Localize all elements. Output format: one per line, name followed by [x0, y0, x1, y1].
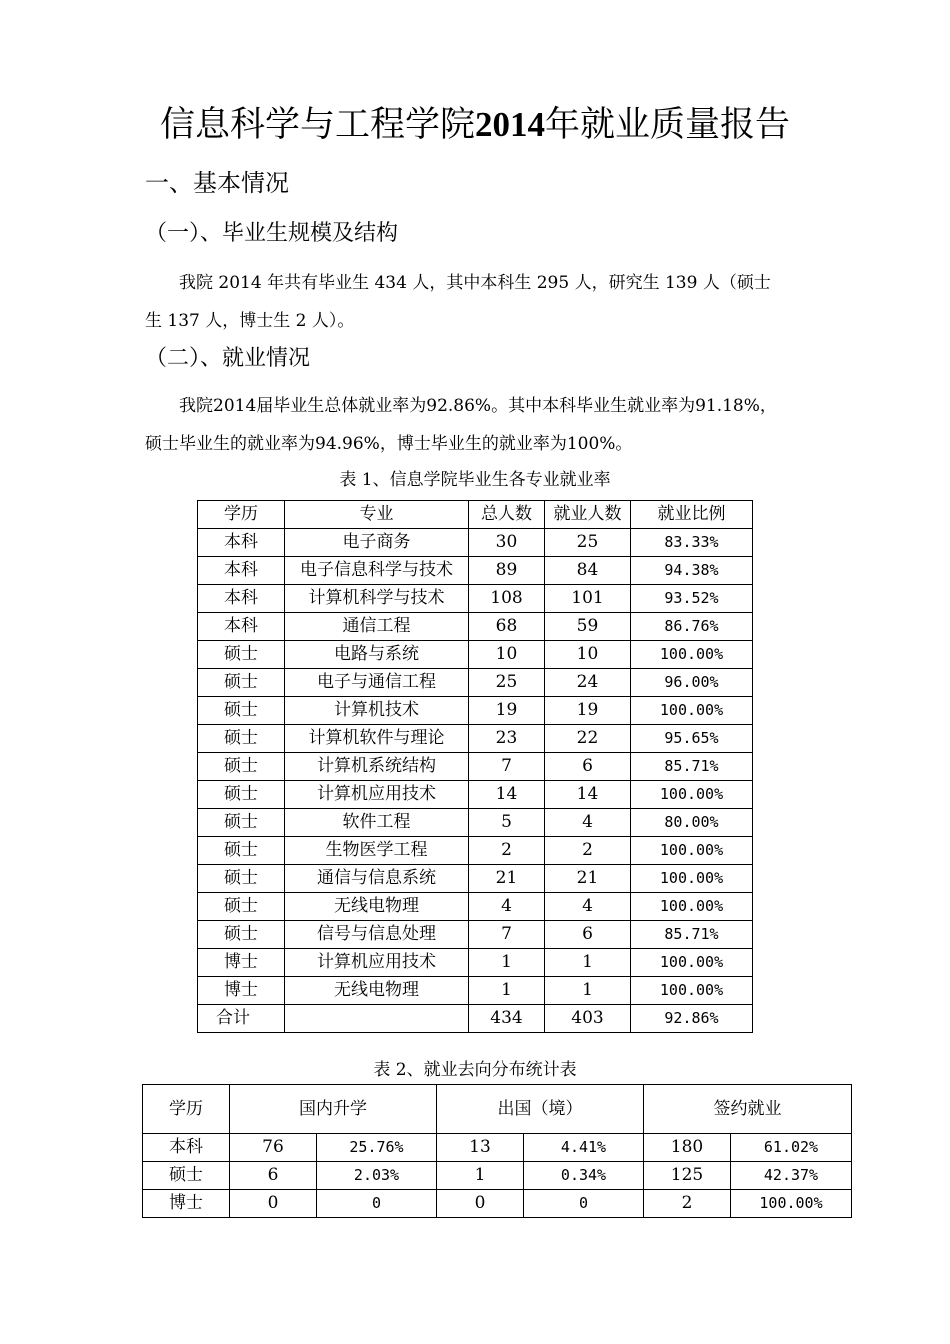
table-cell: 100.00% — [631, 865, 753, 893]
table-cell: 100.00% — [631, 697, 753, 725]
paragraph-line: 生 137 人，博士生 2 人）。 — [145, 311, 355, 331]
table-cell: 4 — [545, 809, 631, 837]
table-cell: 83.33% — [631, 529, 753, 557]
table-cell: 101 — [545, 585, 631, 613]
table-cell: 6 — [230, 1162, 317, 1190]
table-cell: 80.00% — [631, 809, 753, 837]
table-cell: 85.71% — [631, 921, 753, 949]
table-cell: 13 — [437, 1134, 524, 1162]
table-cell: 电子商务 — [285, 529, 469, 557]
table-cell: 21 — [469, 865, 545, 893]
paragraph-line: 我院2014届毕业生总体就业率为92.86%。其中本科毕业生就业率为91.18%， — [179, 396, 777, 416]
header-cell: 签约就业 — [644, 1085, 852, 1134]
table-cell: 硕士 — [198, 809, 285, 837]
table-cell: 25 — [545, 529, 631, 557]
table-row — [198, 641, 753, 669]
table-cell: 86.76% — [631, 613, 753, 641]
table-cell: 2 — [545, 837, 631, 865]
table-cell: 93.52% — [631, 585, 753, 613]
table-cell: 本科 — [143, 1134, 230, 1162]
header-cell: 国内升学 — [230, 1085, 437, 1134]
table-cell: 2 — [469, 837, 545, 865]
header-cell: 就业人数 — [545, 501, 631, 529]
table-cell: 硕士 — [198, 781, 285, 809]
table-cell: 95.65% — [631, 725, 753, 753]
table-cell: 125 — [644, 1162, 731, 1190]
table1-caption: 表 1、信息学院毕业生各专业就业率 — [339, 470, 611, 490]
table-cell: 68 — [469, 613, 545, 641]
table-cell: 14 — [469, 781, 545, 809]
table1-total-row — [198, 1005, 753, 1033]
table-cell: 25.76% — [317, 1134, 437, 1162]
table-cell: 84 — [545, 557, 631, 585]
table-cell: 1 — [545, 949, 631, 977]
table-cell: 计算机技术 — [285, 697, 469, 725]
table-cell: 14 — [545, 781, 631, 809]
header-cell: 就业比例 — [631, 501, 753, 529]
table-cell: 0 — [230, 1190, 317, 1218]
table-cell: 计算机科学与技术 — [285, 585, 469, 613]
table-cell: 无线电物理 — [285, 977, 469, 1005]
table-cell: 博士 — [143, 1190, 230, 1218]
table-cell: 硕士 — [198, 921, 285, 949]
table1-header-row — [198, 501, 753, 529]
table-cell: 硕士 — [143, 1162, 230, 1190]
table-cell: 7 — [469, 753, 545, 781]
table-cell: 计算机软件与理论 — [285, 725, 469, 753]
table-cell: 硕士 — [198, 865, 285, 893]
paragraph-line: 硕士毕业生的就业率为94.96%，博士毕业生的就业率为100%。 — [145, 434, 633, 454]
total-cell — [285, 1005, 469, 1033]
table-cell: 4.41% — [524, 1134, 644, 1162]
table-cell: 无线电物理 — [285, 893, 469, 921]
header-cell: 总人数 — [469, 501, 545, 529]
report-title — [0, 98, 950, 152]
table-cell: 硕士 — [198, 725, 285, 753]
table-cell: 5 — [469, 809, 545, 837]
table-cell: 108 — [469, 585, 545, 613]
subsection-heading-scale: （一）、毕业生规模及结构 — [145, 221, 399, 246]
table-cell: 100.00% — [631, 893, 753, 921]
table-cell: 25 — [469, 669, 545, 697]
table-cell: 10 — [469, 641, 545, 669]
table-cell: 7 — [469, 921, 545, 949]
table-cell: 1 — [469, 977, 545, 1005]
table-cell: 2 — [644, 1190, 731, 1218]
table-row — [198, 585, 753, 613]
table2-caption: 表 2、就业去向分布统计表 — [373, 1060, 577, 1080]
table-row — [198, 809, 753, 837]
table-row — [198, 557, 753, 585]
table-cell: 电子与通信工程 — [285, 669, 469, 697]
total-cell: 403 — [545, 1005, 631, 1033]
destination-table — [142, 1084, 852, 1218]
table-cell: 博士 — [198, 949, 285, 977]
table-cell: 0 — [524, 1190, 644, 1218]
table-cell: 1 — [437, 1162, 524, 1190]
paragraph-scale — [145, 264, 810, 340]
table-cell: 0.34% — [524, 1162, 644, 1190]
table-cell: 电路与系统 — [285, 641, 469, 669]
table-cell: 19 — [469, 697, 545, 725]
table-row — [198, 697, 753, 725]
header-cell: 出国（境） — [437, 1085, 644, 1134]
table-cell: 0 — [437, 1190, 524, 1218]
table-cell: 59 — [545, 613, 631, 641]
total-cell: 92.86% — [631, 1005, 753, 1033]
table-cell: 硕士 — [198, 893, 285, 921]
table-cell: 通信工程 — [285, 613, 469, 641]
table-cell: 100.00% — [631, 977, 753, 1005]
table-cell: 100.00% — [631, 949, 753, 977]
table-cell: 本科 — [198, 585, 285, 613]
table-row — [143, 1190, 852, 1218]
table-cell: 30 — [469, 529, 545, 557]
subsection-heading-employment: （二）、就业情况 — [145, 346, 311, 371]
table-cell: 10 — [545, 641, 631, 669]
title-year: 2014 — [475, 105, 545, 144]
table-cell: 100.00% — [631, 641, 753, 669]
table-cell: 生物医学工程 — [285, 837, 469, 865]
table-row — [198, 529, 753, 557]
table-cell: 4 — [545, 893, 631, 921]
table-cell: 1 — [545, 977, 631, 1005]
table-row — [198, 725, 753, 753]
section-heading-basic: 一、基本情况 — [145, 169, 289, 197]
table-cell: 0 — [317, 1190, 437, 1218]
table-cell: 通信与信息系统 — [285, 865, 469, 893]
table-row — [198, 781, 753, 809]
table-cell: 24 — [545, 669, 631, 697]
table-row — [198, 865, 753, 893]
table-cell: 软件工程 — [285, 809, 469, 837]
table-cell: 19 — [545, 697, 631, 725]
table-cell: 76 — [230, 1134, 317, 1162]
table-cell: 100.00% — [631, 837, 753, 865]
table-cell: 硕士 — [198, 753, 285, 781]
paragraph-employment — [145, 387, 810, 463]
table-row — [143, 1162, 852, 1190]
table-cell: 94.38% — [631, 557, 753, 585]
table-row — [143, 1134, 852, 1162]
table-cell: 23 — [469, 725, 545, 753]
table-cell: 89 — [469, 557, 545, 585]
major-employment-table — [197, 500, 753, 1033]
table-cell: 博士 — [198, 977, 285, 1005]
table-cell: 42.37% — [731, 1162, 852, 1190]
table-cell: 硕士 — [198, 697, 285, 725]
table-cell: 6 — [545, 753, 631, 781]
table-row — [198, 893, 753, 921]
table-row — [198, 977, 753, 1005]
table-cell: 22 — [545, 725, 631, 753]
table-cell: 61.02% — [731, 1134, 852, 1162]
table-cell: 本科 — [198, 557, 285, 585]
table-cell: 计算机系统结构 — [285, 753, 469, 781]
table-cell: 本科 — [198, 529, 285, 557]
table-row — [198, 949, 753, 977]
table-cell: 2.03% — [317, 1162, 437, 1190]
table-cell: 6 — [545, 921, 631, 949]
table2-header-row — [143, 1085, 852, 1134]
table-cell: 计算机应用技术 — [285, 781, 469, 809]
table-row — [198, 753, 753, 781]
table-cell: 96.00% — [631, 669, 753, 697]
table-cell: 85.71% — [631, 753, 753, 781]
table-cell: 硕士 — [198, 641, 285, 669]
table-cell: 硕士 — [198, 669, 285, 697]
header-cell: 专业 — [285, 501, 469, 529]
table-cell: 电子信息科学与技术 — [285, 557, 469, 585]
header-cell: 学历 — [198, 501, 285, 529]
table-cell: 1 — [469, 949, 545, 977]
table-row — [198, 669, 753, 697]
table-row — [198, 837, 753, 865]
table-cell: 计算机应用技术 — [285, 949, 469, 977]
table-cell: 信号与信息处理 — [285, 921, 469, 949]
table-row — [198, 921, 753, 949]
paragraph-line: 我院 2014 年共有毕业生 434 人，其中本科生 295 人，研究生 139 人（硕士 — [179, 273, 771, 293]
table-cell: 180 — [644, 1134, 731, 1162]
table-cell: 100.00% — [731, 1190, 852, 1218]
title-prefix: 信息科学与工程学院 — [159, 105, 475, 145]
total-cell: 合计 — [198, 1005, 285, 1033]
header-cell: 学历 — [143, 1085, 230, 1134]
table-cell: 21 — [545, 865, 631, 893]
table-row — [198, 613, 753, 641]
table-cell: 100.00% — [631, 781, 753, 809]
table-cell: 硕士 — [198, 837, 285, 865]
table-cell: 4 — [469, 893, 545, 921]
title-suffix: 年就业质量报告 — [545, 105, 791, 145]
table-cell: 本科 — [198, 613, 285, 641]
total-cell: 434 — [469, 1005, 545, 1033]
